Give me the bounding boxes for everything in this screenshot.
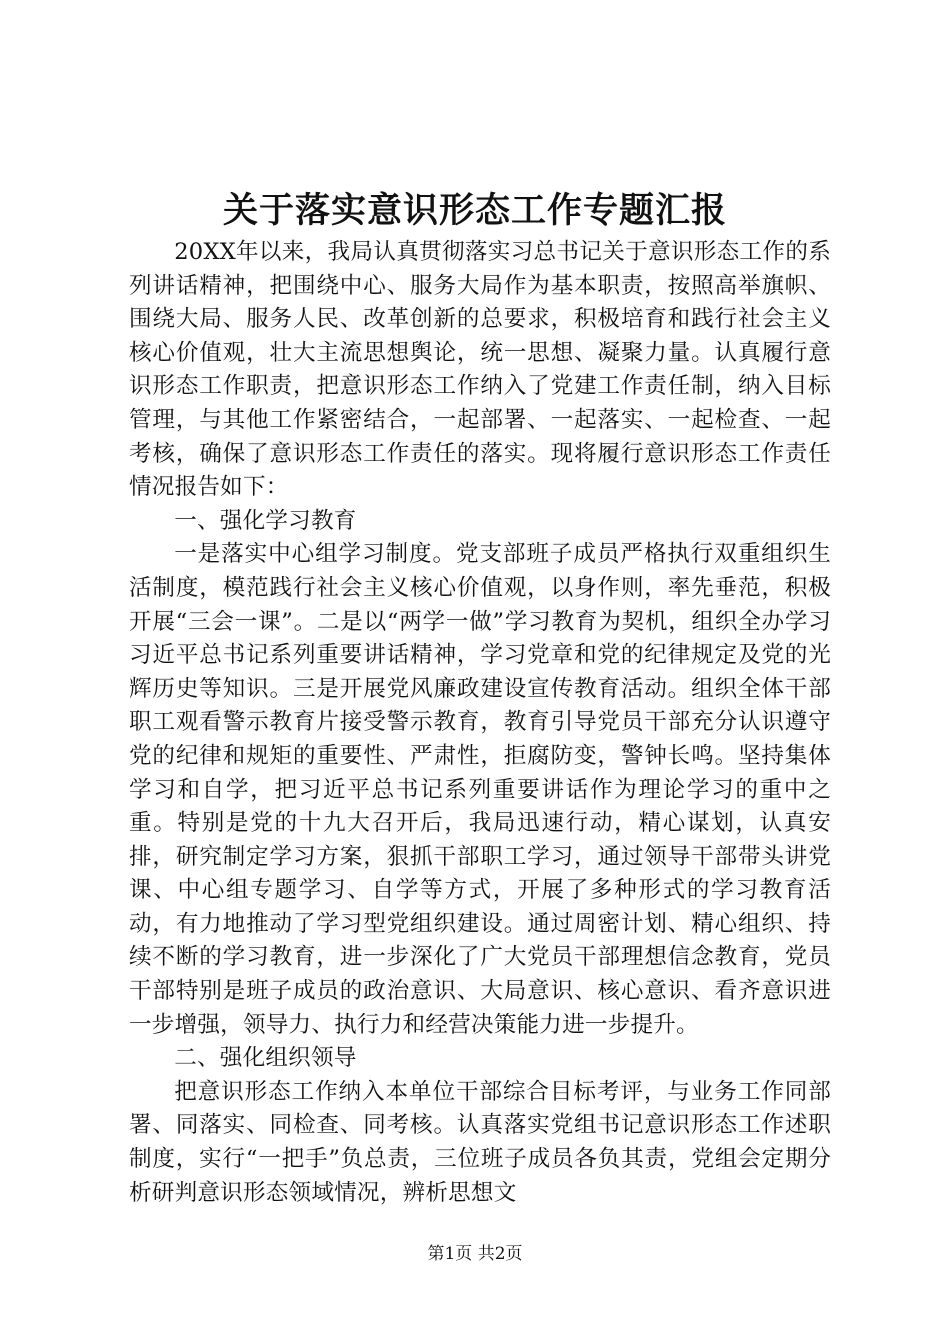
page-footer: 第1页 共2页 [427, 1244, 523, 1264]
intro-paragraph: 20XX年以来，我局认真贯彻落实习总书记关于意识形态工作的系列讲话精神，把围绕中心、服务大局作为基本职责，按照高举旗帜、围绕大局、服务人民、改革创新的总要求，积极培育和践行社会主义核心价值观，壮大主流思想舆论，统一思想、凝聚力量。认真履行意识形态工作职责，把意识形态工作纳入了党建工作责任制，纳入目标管理，与其他工作紧密结合，一起部署、一起落实、一起检查、一起考核，确保了意识形态工作责任的落实。现将履行意识形态工作责任情况报告如下： [129, 239, 831, 501]
document-title: 关于落实意识形态工作专题汇报 [222, 190, 727, 231]
section-1-paragraph: 一是落实中心组学习制度。党支部班子成员严格执行双重组织生活制度，模范践行社会主义核心价值观，以身作则，率先垂范，积极开展“三会一课”。二是以“两学一做”学习教育为契机，组织全办学习习近平总书记系列重要讲话精神，学习党章和党的纪律规定及党的光辉历史等知识。三是开展党风廉政建设宣传教育活动。组织全体干部职工观看警示教育片接受警示教育，教育引导党员干部充分认识遵守党的纪律和规矩的重要性、严肃性，拒腐防变，警钟长鸣。坚持集体学习和自学，把习近平总书记系列重要讲话作为理论学习的重中之重。特别是党的十九大召开后，我局迅速行动，精心谋划，认真安排，研究制定学习方案，狠抓干部职工学习，通过领导干部带头讲党课、中心组专题学习、自学等方式，开展了多种形式的学习教育活动，有力地推动了学习型党组织建设。通过周密计划、精心组织、持续不断的学习教育，进一步深化了广大党员干部理想信念教育，党员干部特别是班子成员的政治意识、大局意识、核心意识、看齐意识进一步增强，领导力、执行力和经营决策能力进一步提升。 [129, 541, 831, 1038]
section-heading-2: 二、强化组织领导 [174, 1045, 357, 1072]
section-2-paragraph: 把意识形态工作纳入本单位干部综合目标考评，与业务工作同部署、同落实、同检查、同考核。认真落实党组书记意识形态工作述职制度，实行“一把手”负总责，三位班子成员各负其责，党组会定期分析研判意识形态领域情况，辨析思想文 [129, 1078, 831, 1206]
document-body [129, 236, 831, 1210]
section-heading-1: 一、强化学习教育 [174, 507, 357, 534]
